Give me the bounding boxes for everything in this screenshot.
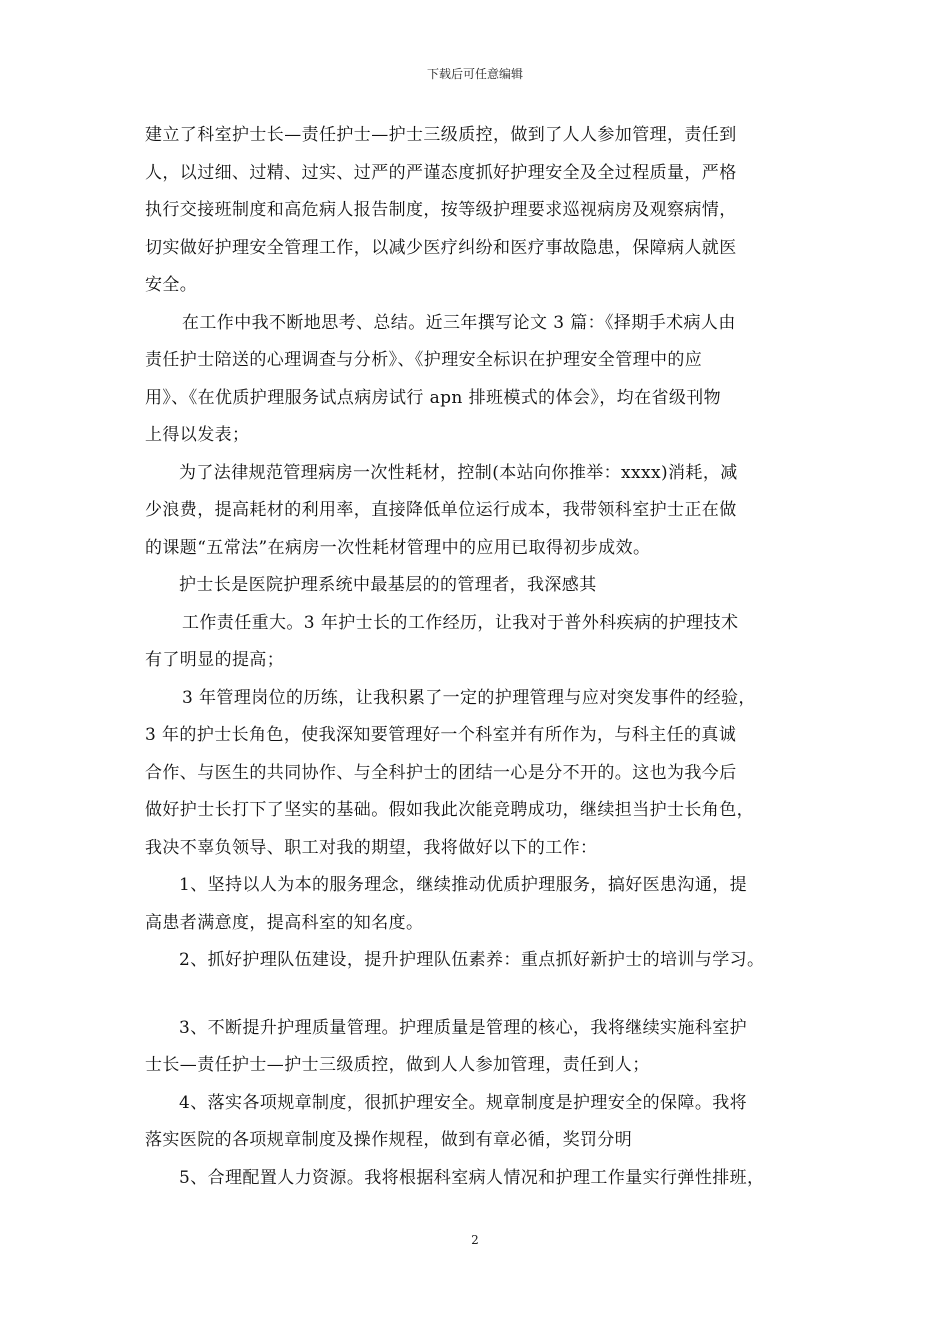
document-body: [145, 117, 810, 1197]
text-line: 人，以过细、过精、过实、过严的严谨态度抓好护理安全及全过程质量，严格: [145, 162, 737, 183]
text-line: 在工作中我不断地思考、总结。近三年撰写论文 3 篇：《择期手术病人由: [182, 312, 736, 333]
paragraph-4: [145, 567, 810, 605]
text-line: 安全。: [145, 275, 198, 295]
text-line: 的课题“五常法”在病房一次性耗材管理中的应用已取得初步成效。: [145, 537, 651, 558]
text-line: 切实做好护理安全管理工作，以减少医疗纠纷和医疗事故隐患，保障病人就医: [145, 237, 737, 258]
text-line: 做好护士长打下了坚实的基础。假如我此次能竞聘成功，继续担当护士长角色，: [145, 800, 754, 820]
text-line: 4、落实各项规章制度，很抓护理安全。规章制度是护理安全的保障。我将: [179, 1092, 748, 1113]
page-number: 2: [471, 1233, 479, 1247]
paragraph-3: [145, 455, 810, 568]
text-line: 上得以发表；: [145, 425, 250, 445]
text-line: 5、合理配置人力资源。我将根据科室病人情况和护理工作量实行弹性排班，: [179, 1167, 765, 1188]
paragraph-11: [145, 1160, 810, 1198]
blank-gap: [145, 980, 810, 1010]
text-line: 2、抓好护理队伍建设，提升护理队伍素养：重点抓好新护士的培训与学习。: [179, 950, 765, 970]
text-line: 我决不辜负领导、职工对我的期望，我将做好以下的工作：: [145, 837, 598, 858]
text-line: 建立了科室护士长—责任护士—护士三级质控，做到了人人参加管理，责任到: [145, 125, 737, 145]
text-line: 用》、《在优质护理服务试点病房试行 apn 排班模式的体会》，均在省级刊物: [145, 387, 722, 408]
paragraph-10: [145, 1085, 810, 1160]
paragraph-8: [145, 942, 810, 980]
text-line: 士长—责任护士—护士三级质控，做到人人参加管理，责任到人；: [145, 1055, 650, 1075]
text-line: 3 年管理岗位的历练，让我积累了一定的护理管理与应对突发事件的经验，: [182, 687, 756, 708]
text-line: 有了明显的提高；: [145, 650, 285, 670]
paragraph-6: [145, 680, 810, 868]
text-line: 落实医院的各项规章制度及操作规程，做到有章必循，奖罚分明: [145, 1130, 633, 1150]
text-line: 执行交接班制度和高危病人报告制度，按等级护理要求巡视病房及观察病情，: [145, 200, 737, 220]
text-line: 合作、与医生的共同协作、与全科护士的团结一心是分不开的。这也为我今后: [145, 762, 737, 783]
text-line: 为了法律规范管理病房一次性耗材，控制(本站向你推举：xxxx)消耗，减: [179, 462, 738, 483]
text-line: 3、不断提升护理质量管理。护理质量是管理的核心，我将继续实施科室护: [179, 1017, 748, 1038]
text-line: 工作责任重大。3 年护士长的工作经历，让我对于普外科疾病的护理技术: [182, 612, 739, 633]
page-header: 下载后可任意编辑: [426, 67, 523, 81]
paragraph-1: [145, 117, 810, 305]
paragraph-2: [145, 305, 810, 455]
text-line: 高患者满意度，提高科室的知名度。: [145, 912, 424, 933]
text-line: 1、坚持以人为本的服务理念，继续推动优质护理服务，搞好医患沟通，提: [179, 875, 748, 895]
paragraph-7: [145, 867, 810, 942]
text-line: 少浪费，提高耗材的利用率，直接降低单位运行成本，我带领科室护士正在做: [145, 500, 737, 520]
text-line: 护士长是医院护理系统中最基层的的管理者，我深感其: [179, 575, 597, 595]
paragraph-5: [145, 605, 810, 680]
text-line: 3 年的护士长角色，使我深知要管理好一个科室并有所作为，与科主任的真诚: [145, 725, 737, 745]
paragraph-9: [145, 1010, 810, 1085]
text-line: 责任护士陪送的心理调查与分析》、《护理安全标识在护理安全管理中的应: [145, 350, 703, 370]
